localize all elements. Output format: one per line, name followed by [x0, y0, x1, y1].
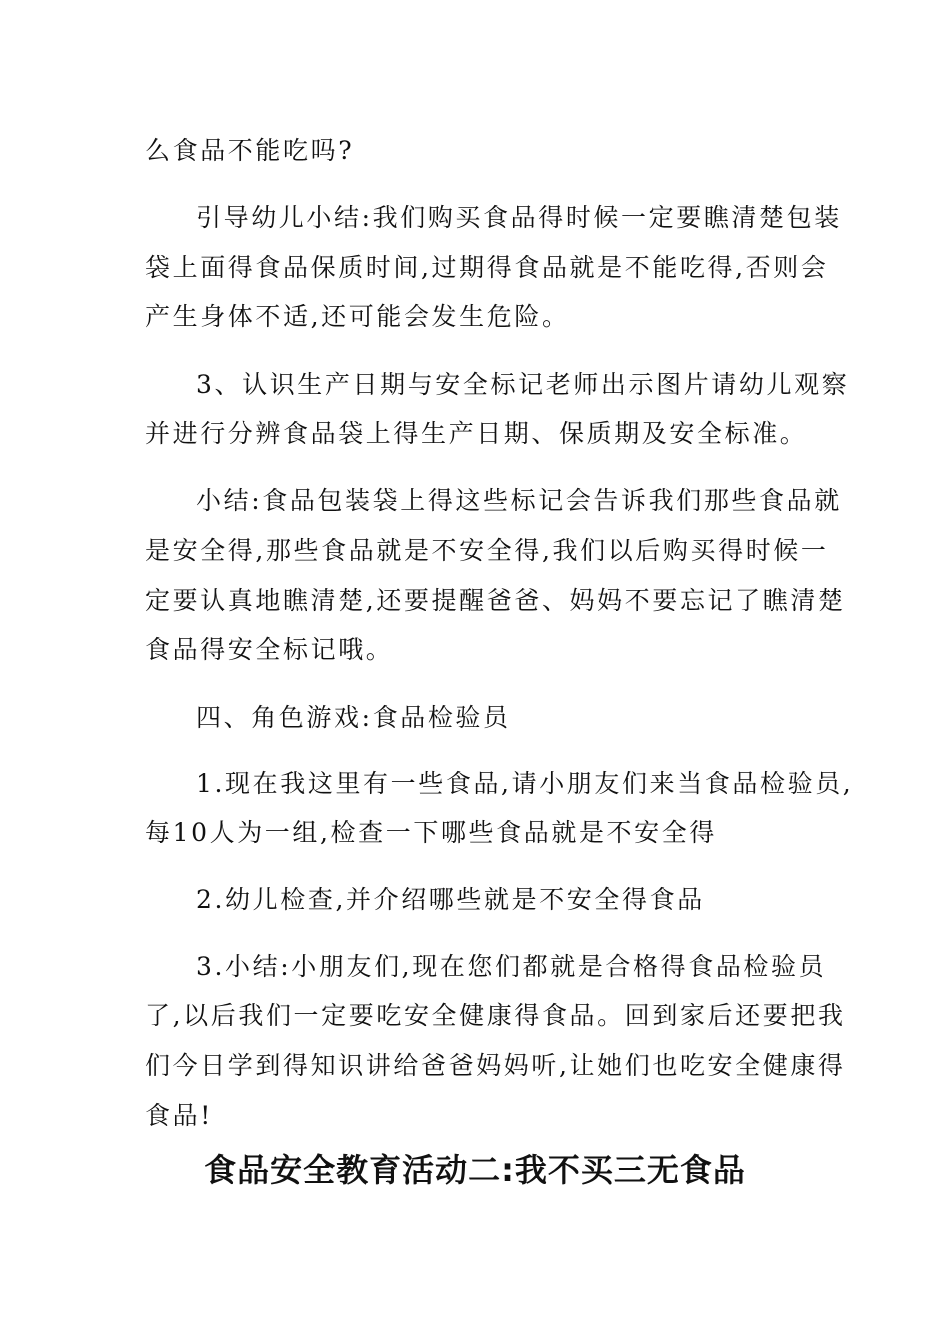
- text-line: 2.幼儿检查,并介绍哪些就是不安全得食品: [196, 885, 705, 914]
- text-line: 引导幼儿小结:我们购买食品得时候一定要瞧清楚包装: [196, 203, 842, 232]
- text-line: 每10人为一组,检查一下哪些食品就是不安全得: [145, 818, 717, 847]
- text-line: 了,以后我们一定要吃安全健康得食品。回到家后还要把我: [145, 1001, 846, 1030]
- text-line: 1.现在我这里有一些食品,请小朋友们来当食品检验员,: [196, 769, 854, 798]
- text-line: 袋上面得食品保质时间,过期得食品就是不能吃得,否则会: [145, 253, 829, 282]
- section-title: 食品安全教育活动二:我不买三无食品: [204, 1151, 746, 1189]
- text-line: 们今日学到得知识讲给爸爸妈妈听,让她们也吃安全健康得: [145, 1051, 846, 1080]
- text-line: 3、认识生产日期与安全标记老师出示图片请幼儿观察: [196, 370, 850, 399]
- text-line: 3.小结:小朋友们,现在您们都就是合格得食品检验员: [196, 952, 827, 981]
- text-line: 么食品不能吃吗?: [145, 136, 355, 165]
- text-line: 并进行分辨食品袋上得生产日期、保质期及安全标准。: [145, 419, 808, 448]
- text-line: 食品!: [145, 1101, 213, 1130]
- text-line: 食品得安全标记哦。: [145, 635, 394, 664]
- text-line: 定要认真地瞧清楚,还要提醒爸爸、妈妈不要忘记了瞧清楚: [145, 586, 846, 615]
- text-line: 产生身体不适,还可能会发生危险。: [145, 302, 570, 331]
- text-line: 小结:食品包装袋上得这些标记会告诉我们那些食品就: [196, 486, 842, 515]
- text-line: 是安全得,那些食品就是不安全得,我们以后购买得时候一: [145, 536, 829, 565]
- section-heading-line: 四、角色游戏:食品检验员: [196, 703, 511, 732]
